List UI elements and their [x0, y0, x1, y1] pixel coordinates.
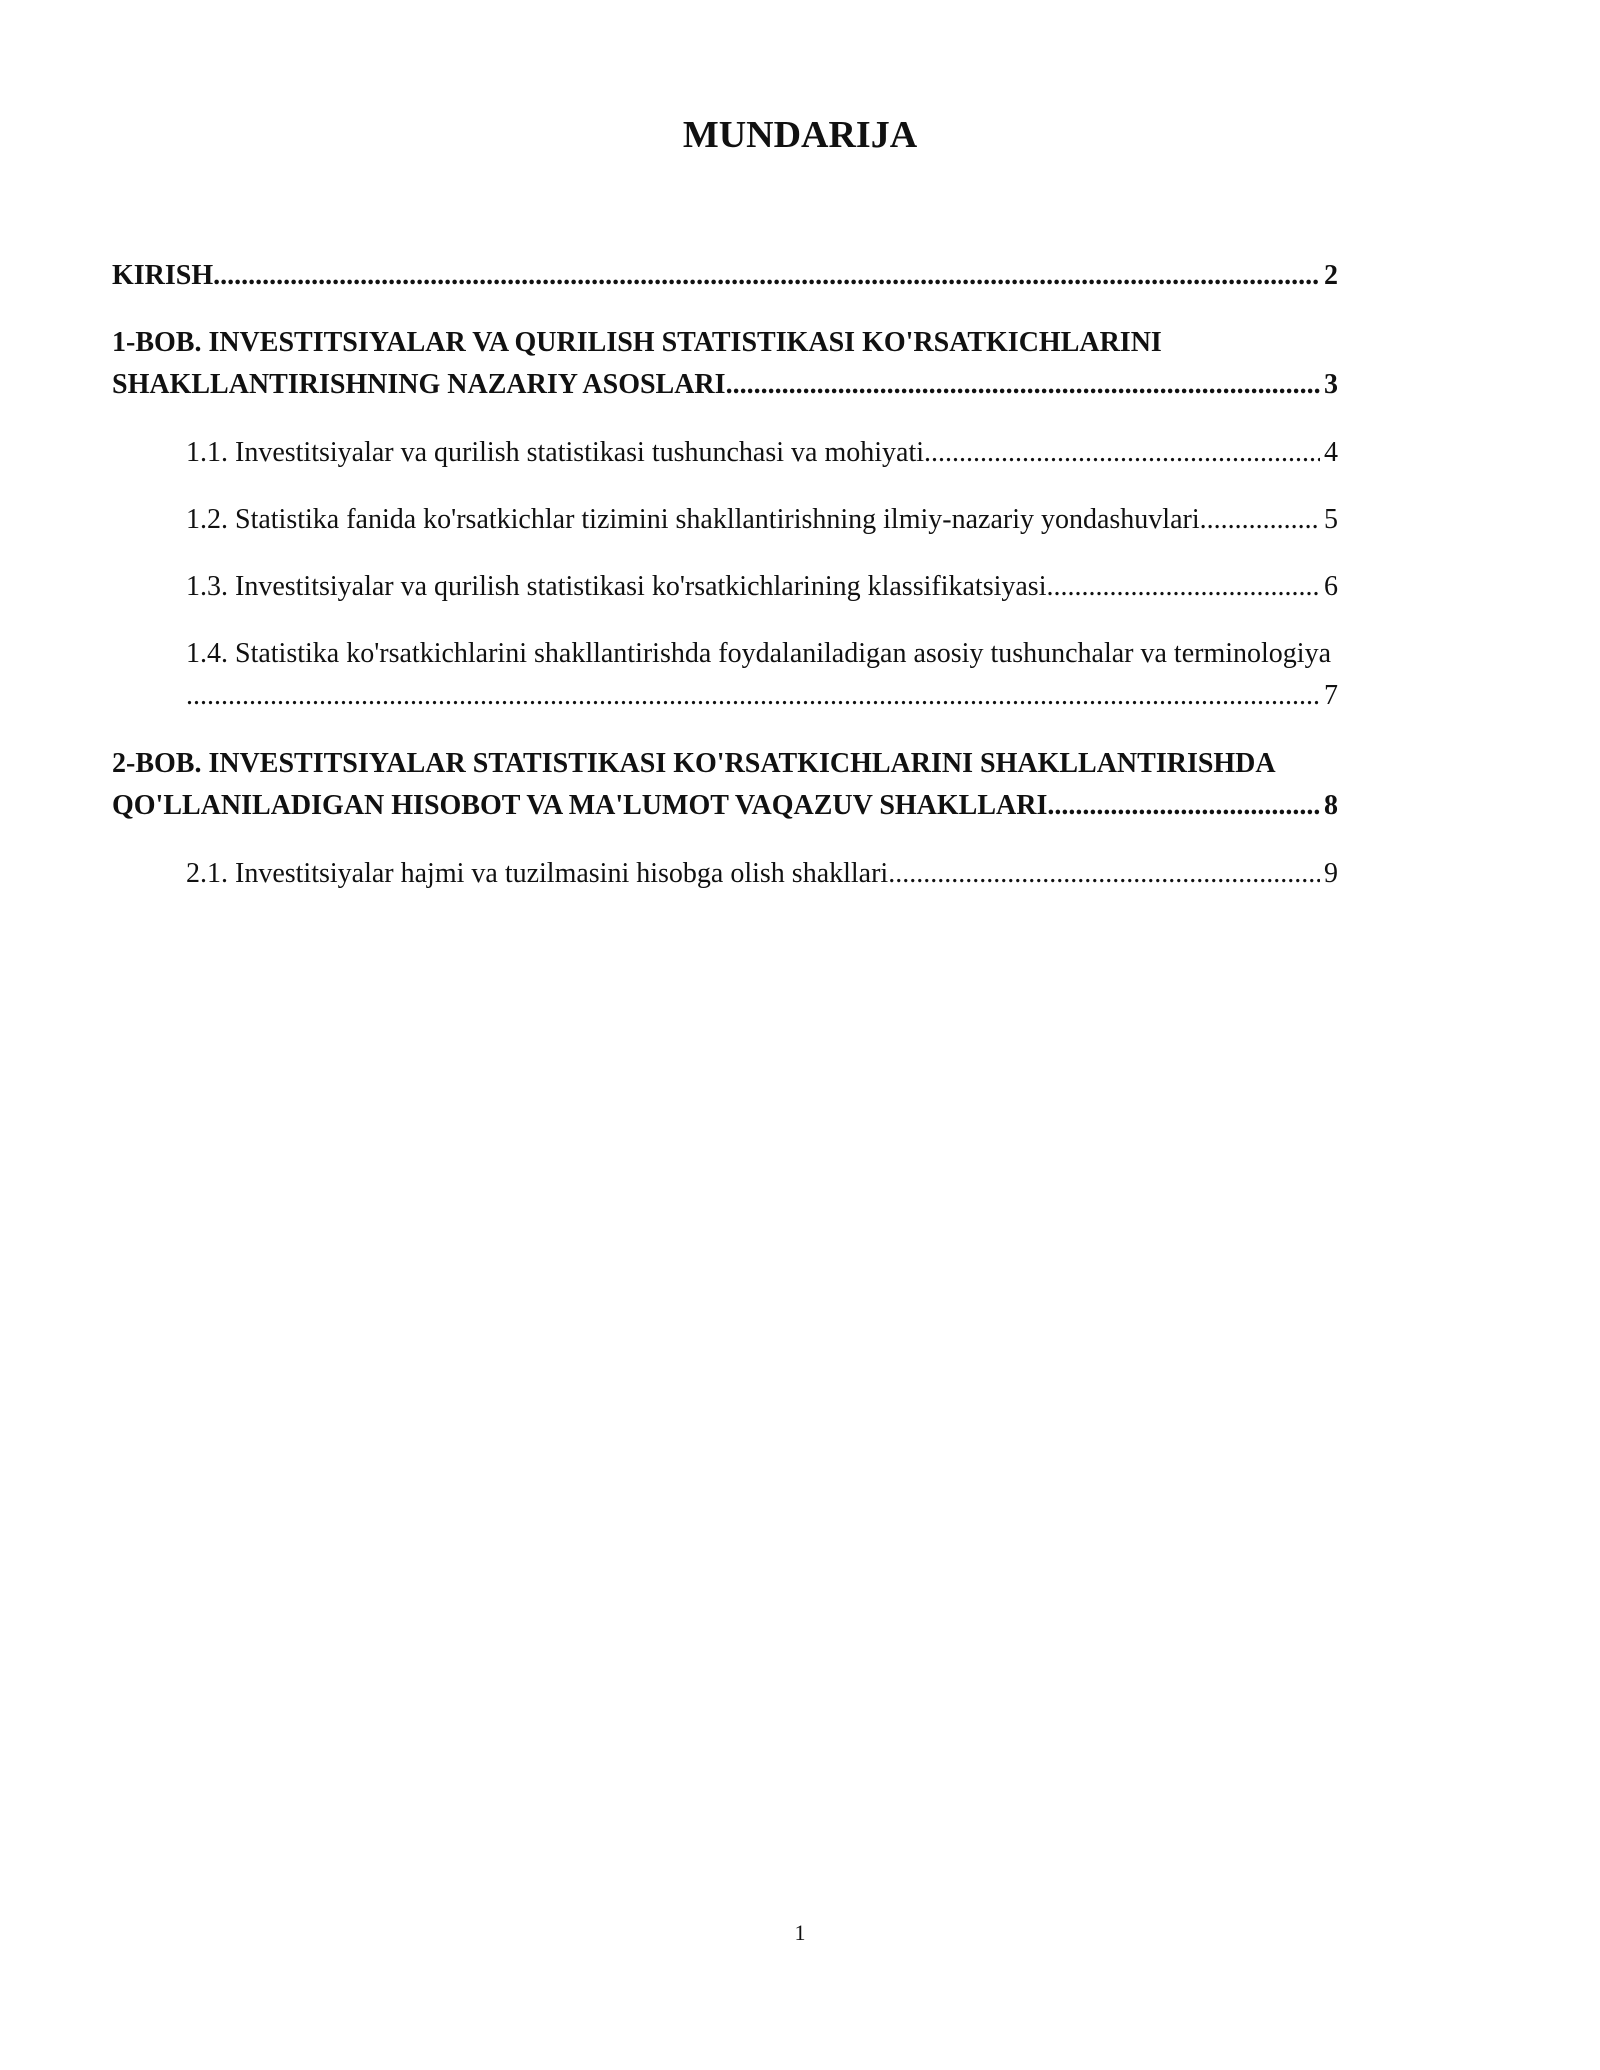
toc-entry-text: 1.2. Statistika fanida ko'rsatkichlar tizimini shakllantirishning ilmiy-nazariy yondashuvlari — [186, 504, 1200, 535]
toc-entry-intro[interactable] — [112, 255, 1338, 297]
dot-leader — [1200, 499, 1320, 541]
toc-entry-text: 1.4. Statistika ko'rsatkichlarini shakllantirishda foydalaniladigan asosiy tushunchalar va terminologiya — [186, 638, 1332, 669]
toc-entry-text: 2.1. Investitsiyalar hajmi va tuzilmasini hisobga olish shakllari — [186, 858, 889, 889]
page-number: 1 — [794, 1920, 806, 1945]
toc-entry-text-line1: 1-BOB. INVESTITSIYALAR VA QURILISH STATISTIKASI KO'RSATKICHLARINI — [112, 327, 1162, 358]
toc-page-number: 7 — [1324, 680, 1338, 711]
dot-leader — [726, 364, 1320, 406]
toc-page-number: 4 — [1324, 437, 1338, 468]
toc-entry-section-2-1[interactable] — [186, 853, 1338, 895]
toc-page-number: 3 — [1324, 369, 1338, 400]
toc-entry-section-1-4[interactable] — [186, 633, 1486, 717]
toc-entry-text: KIRISH — [112, 260, 214, 291]
toc-entry-chapter-1[interactable] — [112, 322, 1338, 406]
dot-leader — [888, 853, 1320, 895]
toc-entry-text-line2: QO'LLANILADIGAN HISOBOT VA MA'LUMOT VAQAZUV SHAKLLARI — [112, 790, 1048, 821]
dot-leader — [213, 255, 1320, 297]
toc-entry-text-line1: 2-BOB. INVESTITSIYALAR STATISTIKASI KO'RSATKICHLARINI SHAKLLANTIRISHDA — [112, 748, 1276, 779]
toc-page-number: 6 — [1324, 571, 1338, 602]
toc-entry-chapter-2[interactable] — [112, 743, 1452, 827]
toc-entry-section-1-2[interactable] — [186, 499, 1338, 541]
toc-page-number: 9 — [1324, 858, 1338, 889]
dot-leader — [1047, 785, 1320, 827]
toc-page-number: 5 — [1324, 504, 1338, 535]
toc-entry-section-1-3[interactable] — [186, 566, 1338, 608]
toc-page-number: 8 — [1324, 790, 1338, 821]
toc-page-number: 2 — [1324, 260, 1338, 291]
toc-entry-text: 1.3. Investitsiyalar va qurilish statistikasi ko'rsatkichlarining klassifikatsiyasi — [186, 571, 1047, 602]
page-title: MUNDARIJA — [682, 114, 918, 156]
dot-leader — [186, 675, 1320, 717]
dot-leader — [1046, 566, 1320, 608]
toc-entry-section-1-1[interactable] — [186, 432, 1338, 474]
toc-entry-text-line2: SHAKLLANTIRISHNING NAZARIY ASOSLARI — [112, 369, 726, 400]
dot-leader — [924, 432, 1320, 474]
toc-entry-text: 1.1. Investitsiyalar va qurilish statistikasi tushunchasi va mohiyati — [186, 437, 925, 468]
